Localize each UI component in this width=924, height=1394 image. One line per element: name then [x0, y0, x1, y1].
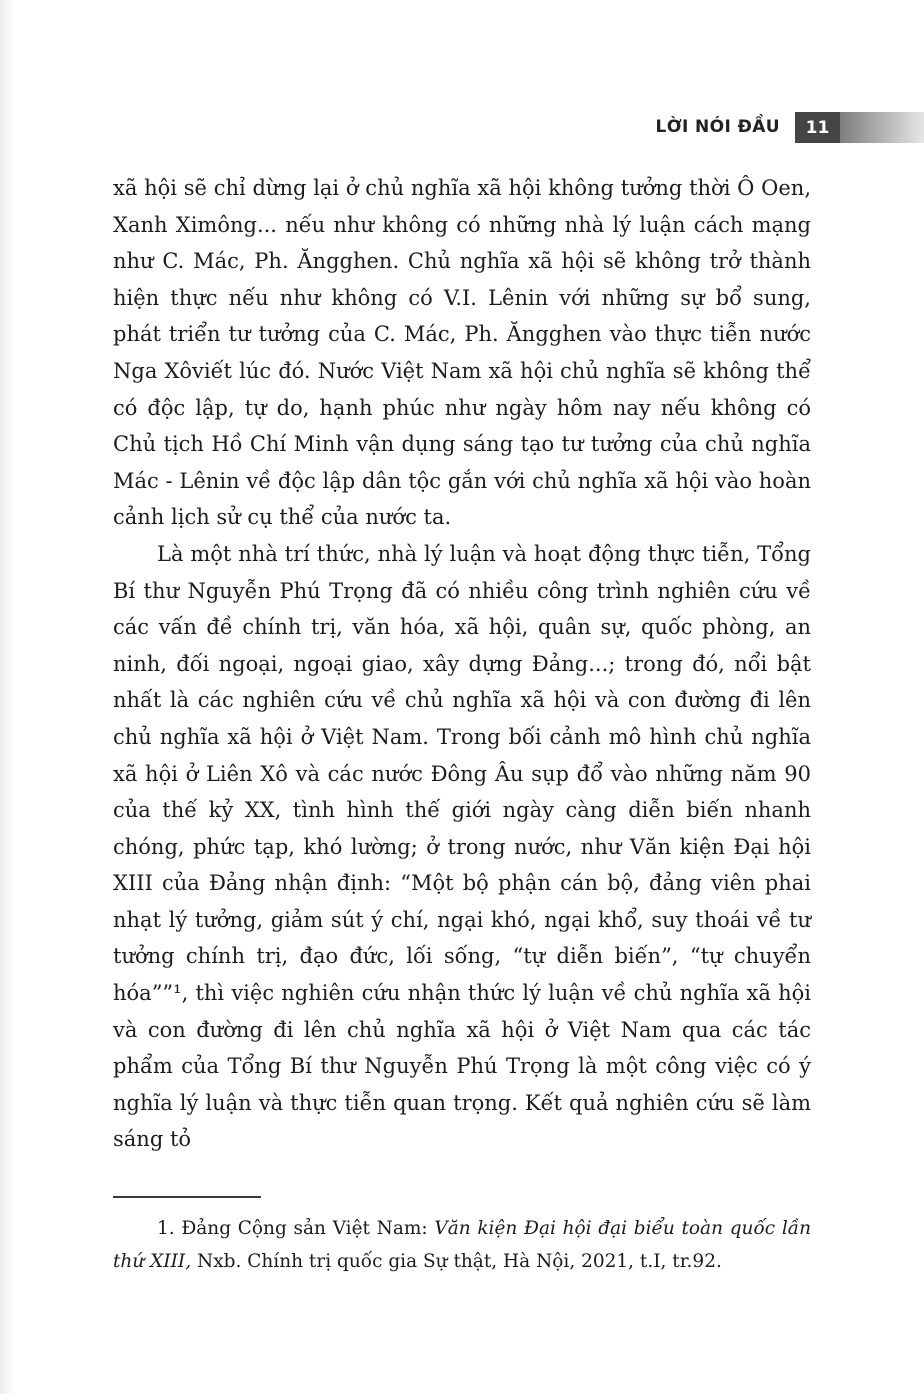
section-header-title: LỜI NÓI ĐẦU — [655, 117, 780, 137]
footnote-separator-rule — [113, 1196, 261, 1198]
body-paragraph-1: xã hội sẽ chỉ dừng lại ở chủ nghĩa xã hội không tưởng thời Ô Oen, Xanh Ximông... nếu như không có những nhà lý luận cách mạng như C. Mác, Ph. Ăngghen. Chủ nghĩa xã hội sẽ không trở thành hiện thực nếu như không có V.I. Lênin với những sự bổ sung, phát triển tư tưởng của C. Mác, Ph. Ăngghen vào thực tiễn nước Nga Xôviết lúc đó. Nước Việt Nam xã hội chủ nghĩa sẽ không thể có độc lập, tự do, hạnh phúc như ngày hôm nay nếu không có Chủ tịch Hồ Chí Minh vận dụng sáng tạo tư tưởng của chủ nghĩa Mác - Lênin về độc lập dân tộc gắn với chủ nghĩa xã hội vào hoàn cảnh lịch sử cụ thể của nước ta. — [113, 176, 811, 530]
footnote-text-end: Nxb. Chính trị quốc gia Sự thật, Hà Nội, 2021, t.I, tr.92. — [191, 1251, 722, 1272]
running-header — [0, 112, 924, 143]
page-number-badge: 11 — [795, 112, 840, 143]
footnote-italic-title: Văn kiện Đại hội đại biểu toàn quốc lần thứ XIII, — [113, 1218, 811, 1272]
footnote-text-start: 1. Đảng Cộng sản Việt Nam: — [157, 1218, 435, 1239]
footnote-area — [113, 1196, 811, 1278]
header-gradient-bar — [840, 112, 924, 143]
page-edge-shading — [0, 0, 14, 1394]
footnote — [113, 1212, 811, 1278]
body-paragraph-2: Là một nhà trí thức, nhà lý luận và hoạt động thực tiễn, Tổng Bí thư Nguyễn Phú Trọng đã có nhiều công trình nghiên cứu về các vấn đề chính trị, văn hóa, xã hội, quân sự, quốc phòng, an ninh, đối ngoại, ngoại giao, xây dựng Đảng...; trong đó, nổi bật nhất là các nghiên cứu về chủ nghĩa xã hội và con đường đi lên chủ nghĩa xã hội ở Việt Nam. Trong bối cảnh mô hình chủ nghĩa xã hội ở Liên Xô và các nước Đông Âu sụp đổ vào những năm 90 của thế kỷ XX, tình hình thế giới ngày càng diễn biến nhanh chóng, phức tạp, khó lường; ở trong nước, như Văn kiện Đại hội XIII của Đảng nhận định: “Một bộ phận cán bộ, đảng viên phai nhạt lý tưởng, giảm sút ý chí, ngại khó, ngại khổ, suy thoái về tư tưởng chính trị, đạo đức, lối sống, “tự diễn biến”, “tự chuyển hóa””¹, thì việc nghiên cứu nhận thức lý luận về chủ nghĩa xã hội và con đường đi lên chủ nghĩa xã hội ở Việt Nam qua các tác phẩm của Tổng Bí thư Nguyễn Phú Trọng là một công việc có ý nghĩa lý luận và thực tiễn quan trọng. Kết quả nghiên cứu sẽ làm sáng tỏ — [113, 541, 811, 1152]
page-body — [113, 170, 811, 1158]
